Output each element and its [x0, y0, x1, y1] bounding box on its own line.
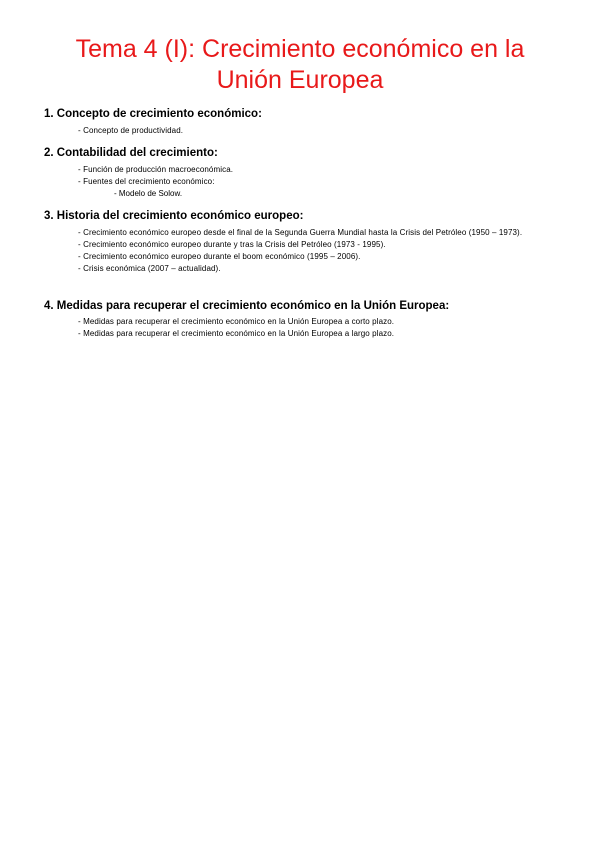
list-item: - Fuentes del crecimiento económico: [78, 177, 215, 186]
section-heading: 4. Medidas para recuperar el crecimiento económico en la Unión Europea: [44, 300, 450, 312]
list-item: - Concepto de productividad. [78, 126, 184, 135]
section-list [44, 227, 564, 275]
list-item: - Crecimiento económico europeo durante y tras la Crisis del Petróleo (1973 - 1995). [78, 240, 386, 249]
section-heading: 2. Contabilidad del crecimiento: [44, 147, 218, 159]
list-item: - Crecimiento económico europeo desde el final de la Segunda Guerra Mundial hasta la Crisis del Petróleo (1950 – 1973). [78, 228, 523, 237]
section-medidas [44, 299, 564, 340]
section-heading: 1. Concepto de crecimiento económico: [44, 108, 262, 120]
section-historia [44, 209, 564, 275]
page-title: Tema 4 (I): Crecimiento económico en la Unión Europea [75, 35, 525, 94]
section-list [44, 316, 564, 340]
section-contabilidad [44, 146, 564, 200]
section-list [44, 164, 564, 200]
section-concepto [44, 107, 564, 137]
section-list [44, 125, 564, 137]
list-item: - Crecimiento económico europeo durante el boom económico (1995 – 2006). [78, 252, 361, 261]
section-heading: 3. Historia del crecimiento económico europeo: [44, 210, 304, 222]
list-item: - Medidas para recuperar el crecimiento económico en la Unión Europea a corto plazo. [78, 317, 395, 326]
list-subitem: - Modelo de Solow. [114, 189, 183, 198]
list-item: - Medidas para recuperar el crecimiento económico en la Unión Europea a largo plazo. [78, 329, 395, 338]
list-item: - Crisis económica (2007 – actualidad). [78, 264, 221, 273]
list-item: - Función de producción macroeconómica. [78, 165, 234, 174]
